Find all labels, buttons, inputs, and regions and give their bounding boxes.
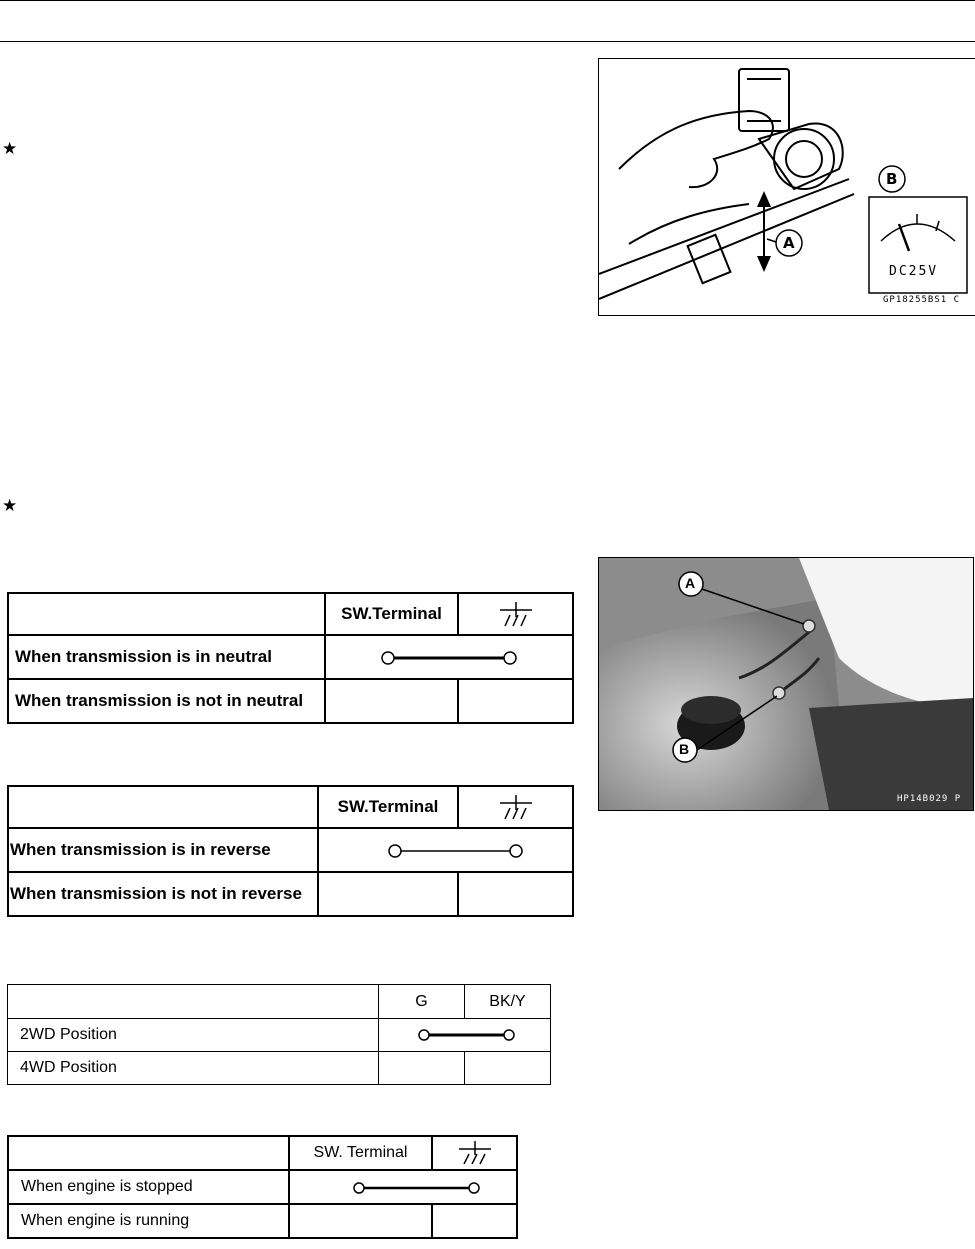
empty-cell	[432, 1204, 517, 1238]
empty-cell	[379, 1052, 465, 1085]
bullet-star-2: ★	[2, 496, 18, 515]
table-row	[8, 1204, 517, 1238]
table-row	[8, 679, 573, 723]
continuity-connector-icon	[379, 1019, 551, 1052]
callout-a-label: A	[685, 575, 696, 591]
empty-cell	[289, 1204, 432, 1238]
neutral-switch-table	[7, 592, 574, 724]
row-label: When transmission is in reverse	[8, 828, 318, 872]
header-ground-cell	[458, 593, 573, 635]
row-label: 4WD Position	[8, 1052, 379, 1085]
header-blank-cell	[8, 1136, 289, 1170]
row-label: When engine is running	[8, 1204, 289, 1238]
figure-code: GP18255BS1 C	[883, 295, 961, 305]
figure-code: HP14B029 P	[897, 794, 962, 804]
header-ground-cell	[458, 786, 573, 828]
empty-cell	[318, 872, 458, 916]
table-row	[8, 872, 573, 916]
callout-b-label: B	[886, 170, 898, 188]
empty-cell	[458, 872, 573, 916]
row-label: When transmission is not in neutral	[8, 679, 325, 723]
table-row	[8, 635, 573, 679]
ground-symbol-icon	[455, 1139, 495, 1167]
empty-cell	[325, 679, 458, 723]
engine-switch-table	[7, 1135, 518, 1239]
table-header-row	[8, 985, 551, 1019]
top-rule	[0, 0, 975, 1]
table-row	[8, 828, 573, 872]
continuity-connector-icon	[290, 1171, 518, 1205]
table-header-row	[8, 1136, 517, 1170]
header-blank-cell	[8, 786, 318, 828]
callout-b-label: B	[679, 741, 690, 757]
header-rule	[0, 41, 975, 42]
empty-cell	[465, 1052, 551, 1085]
sensor-test-figure	[598, 58, 975, 316]
continuity-cell	[289, 1170, 517, 1204]
table-row	[8, 1019, 551, 1052]
table-row	[8, 1052, 551, 1085]
header-sw-terminal: SW.Terminal	[325, 593, 458, 635]
table-header-row	[8, 593, 573, 635]
continuity-cell	[318, 828, 573, 872]
header-ground-cell	[432, 1136, 517, 1170]
meter-label: DC25V	[889, 264, 939, 279]
ground-symbol-icon	[496, 599, 536, 629]
row-label: 2WD Position	[8, 1019, 379, 1052]
row-label: When engine is stopped	[8, 1170, 289, 1204]
header-blank-cell	[8, 593, 325, 635]
header-sw-terminal: SW. Terminal	[289, 1136, 432, 1170]
switch-location-photo	[598, 557, 974, 811]
row-label: When transmission is in neutral	[8, 635, 325, 679]
header-sw-terminal: SW.Terminal	[318, 786, 458, 828]
bullet-star-1: ★	[2, 139, 18, 158]
header-bky: BK/Y	[465, 985, 551, 1019]
continuity-cell	[379, 1019, 551, 1052]
row-label: When transmission is not in reverse	[8, 872, 318, 916]
header-blank-cell	[8, 985, 379, 1019]
engine-photo-illustration	[599, 558, 973, 810]
callout-a-label: A	[783, 234, 795, 252]
continuity-cell	[325, 635, 573, 679]
continuity-connector-icon	[319, 829, 574, 873]
continuity-connector-icon	[326, 636, 574, 680]
empty-cell	[458, 679, 573, 723]
table-header-row	[8, 786, 573, 828]
ground-symbol-icon	[496, 792, 536, 822]
reverse-switch-table	[7, 785, 574, 917]
drive-mode-switch-table	[7, 984, 551, 1085]
table-row	[8, 1170, 517, 1204]
header-g: G	[379, 985, 465, 1019]
